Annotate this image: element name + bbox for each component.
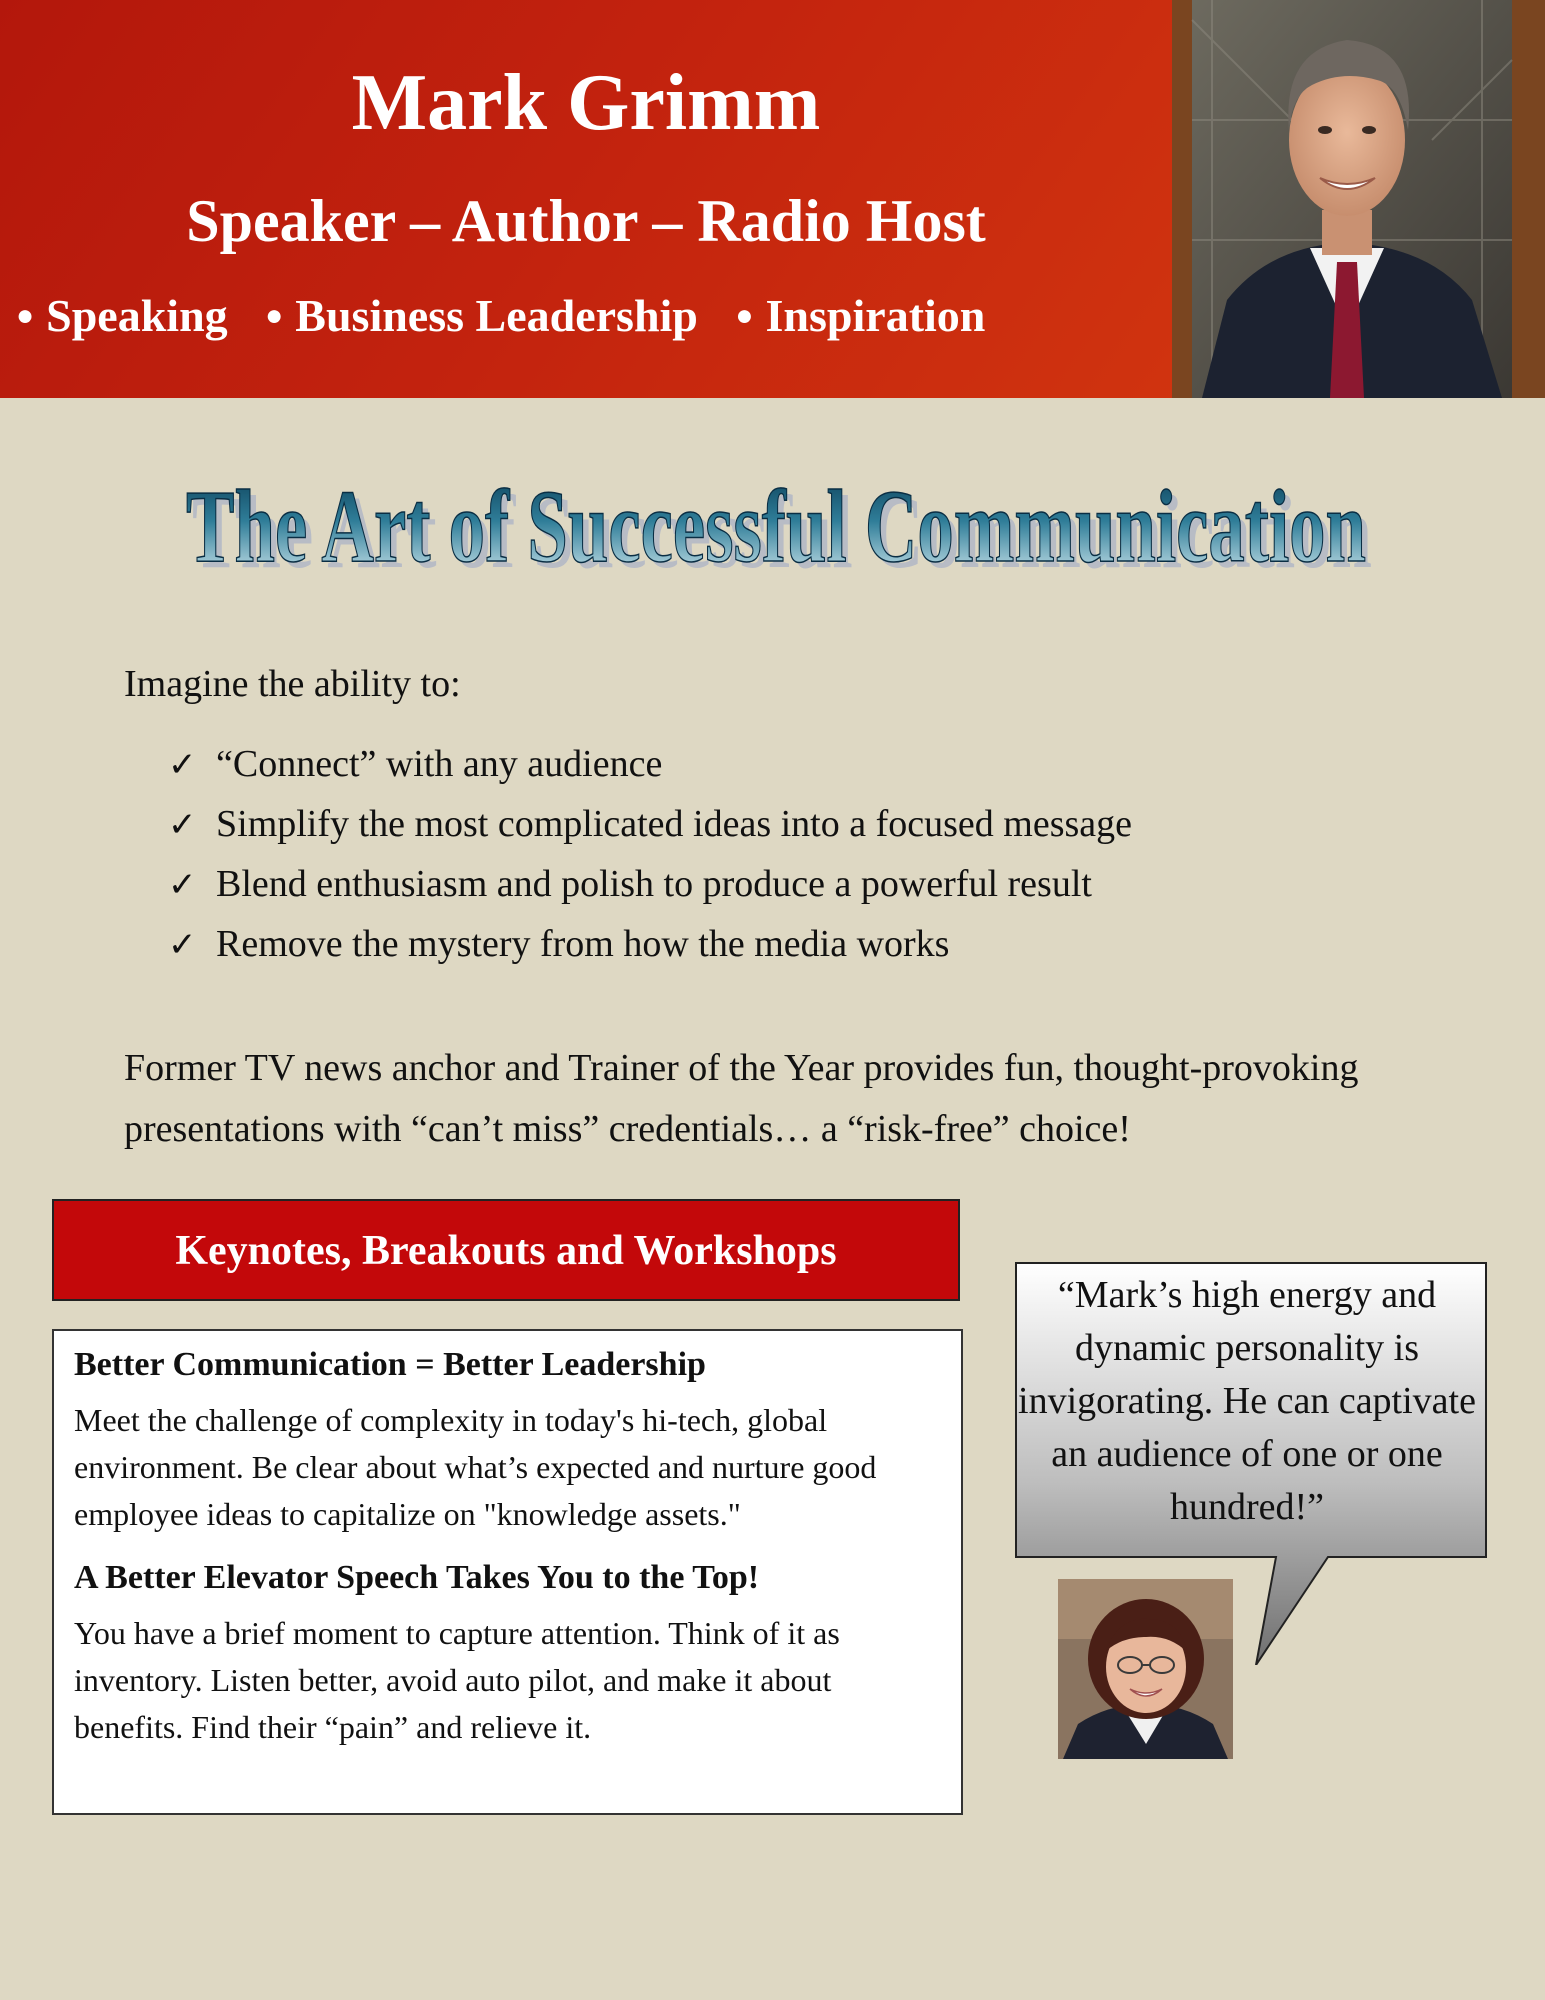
list-item: ✓ “Connect” with any audience bbox=[168, 738, 1132, 798]
section-heading: Better Communication = Better Leadership bbox=[74, 1346, 706, 1383]
topic-speaking: Speaking bbox=[46, 290, 228, 341]
svg-text:The Art of Successful Communic: The Art of Successful Communication bbox=[186, 469, 1366, 584]
intro-text: Imagine the ability to: bbox=[124, 663, 461, 705]
bullet-icon: ● bbox=[16, 299, 35, 332]
speaker-photo bbox=[1172, 0, 1545, 398]
list-item: ✓ Remove the mystery from how the media works bbox=[168, 918, 1132, 978]
page-title bbox=[150, 455, 1410, 595]
ability-checklist bbox=[168, 738, 1132, 978]
list-item: ✓ Blend enthusiasm and polish to produce a powerful result bbox=[168, 858, 1132, 918]
speaker-name: Mark Grimm bbox=[351, 59, 821, 147]
credentials-paragraph: Former TV news anchor and Trainer of the Year provides fun, thought-provoking presentations with “can’t miss” credentials… a “risk-free” choice! bbox=[124, 1047, 1359, 1150]
speaker-roles: Speaker – Author – Radio Host bbox=[186, 188, 986, 254]
check-icon: ✓ bbox=[168, 805, 197, 845]
testimonial-quote: “Mark’s high energy and dynamic personality is invigorating. He can captivate an audience of one or one hundred!” bbox=[1018, 1274, 1476, 1528]
section-heading: A Better Elevator Speech Takes You to the Top! bbox=[74, 1559, 760, 1596]
testimonial-photo bbox=[1058, 1579, 1233, 1759]
bullet-icon: ● bbox=[735, 299, 754, 332]
keynotes-banner: Keynotes, Breakouts and Workshops bbox=[52, 1199, 960, 1301]
svg-text:The Art of Successful Communic: The Art of Successful Communication bbox=[192, 475, 1372, 590]
topic-bullets bbox=[16, 288, 1011, 344]
check-icon: ✓ bbox=[168, 925, 197, 965]
section-body: You have a brief moment to capture attention. Think of it as inventory. Listen better, avoid auto pilot, and make it about benefits. Find their “pain” and relieve it. bbox=[74, 1615, 840, 1745]
keynotes-box bbox=[52, 1329, 963, 1815]
topic-business-leadership: Business Leadership bbox=[295, 290, 698, 341]
check-icon: ✓ bbox=[168, 745, 197, 785]
bullet-icon: ● bbox=[265, 299, 284, 332]
section-body: Meet the challenge of complexity in today's hi-tech, global environment. Be clear about what’s expected and nurture good employee ideas to capitalize on "knowledge assets." bbox=[74, 1402, 877, 1532]
topic-inspiration: Inspiration bbox=[765, 290, 986, 341]
check-icon: ✓ bbox=[168, 865, 197, 905]
list-item: ✓ Simplify the most complicated ideas into a focused message bbox=[168, 798, 1132, 858]
